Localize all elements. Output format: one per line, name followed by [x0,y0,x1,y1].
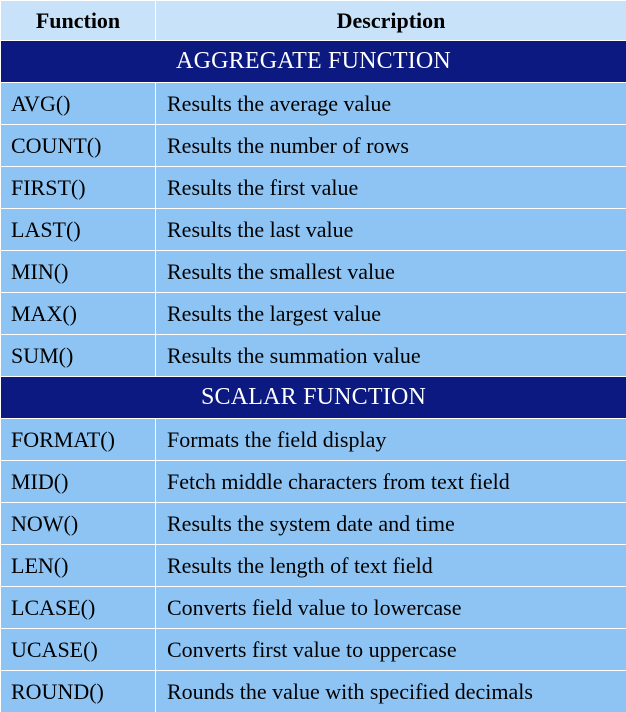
function-description-cell: Results the system date and time [156,503,626,545]
function-name-cell: MAX() [1,293,156,335]
section-header-row [1,377,626,419]
function-description-cell: Results the summation value [156,335,626,377]
function-description-cell: Results the length of text field [156,545,626,587]
function-description-cell: Results the average value [156,83,626,125]
table-row [1,335,626,377]
function-description-cell: Results the largest value [156,293,626,335]
function-name-cell: UCASE() [1,629,156,671]
function-description-cell: Results the number of rows [156,125,626,167]
function-name-cell: LAST() [1,209,156,251]
function-description-cell: Converts field value to lowercase [156,587,626,629]
function-name-cell: COUNT() [1,125,156,167]
table-row [1,545,626,587]
function-description-cell: Results the last value [156,209,626,251]
table-row [1,629,626,671]
function-name-cell: LCASE() [1,587,156,629]
table-row [1,167,626,209]
header-row [1,1,626,41]
table-row [1,461,626,503]
section-title: AGGREGATE FUNCTION [1,41,626,83]
description-column-header: Description [156,1,626,41]
function-name-cell: FIRST() [1,167,156,209]
function-description-cell: Converts first value to uppercase [156,629,626,671]
table-row [1,251,626,293]
function-description-cell: Results the smallest value [156,251,626,293]
function-description-cell: Rounds the value with specified decimals [156,671,626,712]
table-row [1,209,626,251]
table-body [1,41,626,712]
function-name-cell: AVG() [1,83,156,125]
function-description-cell: Results the first value [156,167,626,209]
function-description-cell: Fetch middle characters from text field [156,461,626,503]
function-name-cell: FORMAT() [1,419,156,461]
table-row [1,293,626,335]
table-row [1,671,626,712]
function-name-cell: LEN() [1,545,156,587]
table-row [1,503,626,545]
function-name-cell: ROUND() [1,671,156,712]
function-name-cell: MID() [1,461,156,503]
function-name-cell: NOW() [1,503,156,545]
function-description-cell: Formats the field display [156,419,626,461]
table-row [1,83,626,125]
table-row [1,125,626,167]
table-row [1,587,626,629]
table-row [1,419,626,461]
section-title: SCALAR FUNCTION [1,377,626,419]
section-header-row [1,41,626,83]
function-column-header: Function [1,1,156,41]
function-name-cell: MIN() [1,251,156,293]
function-name-cell: SUM() [1,335,156,377]
